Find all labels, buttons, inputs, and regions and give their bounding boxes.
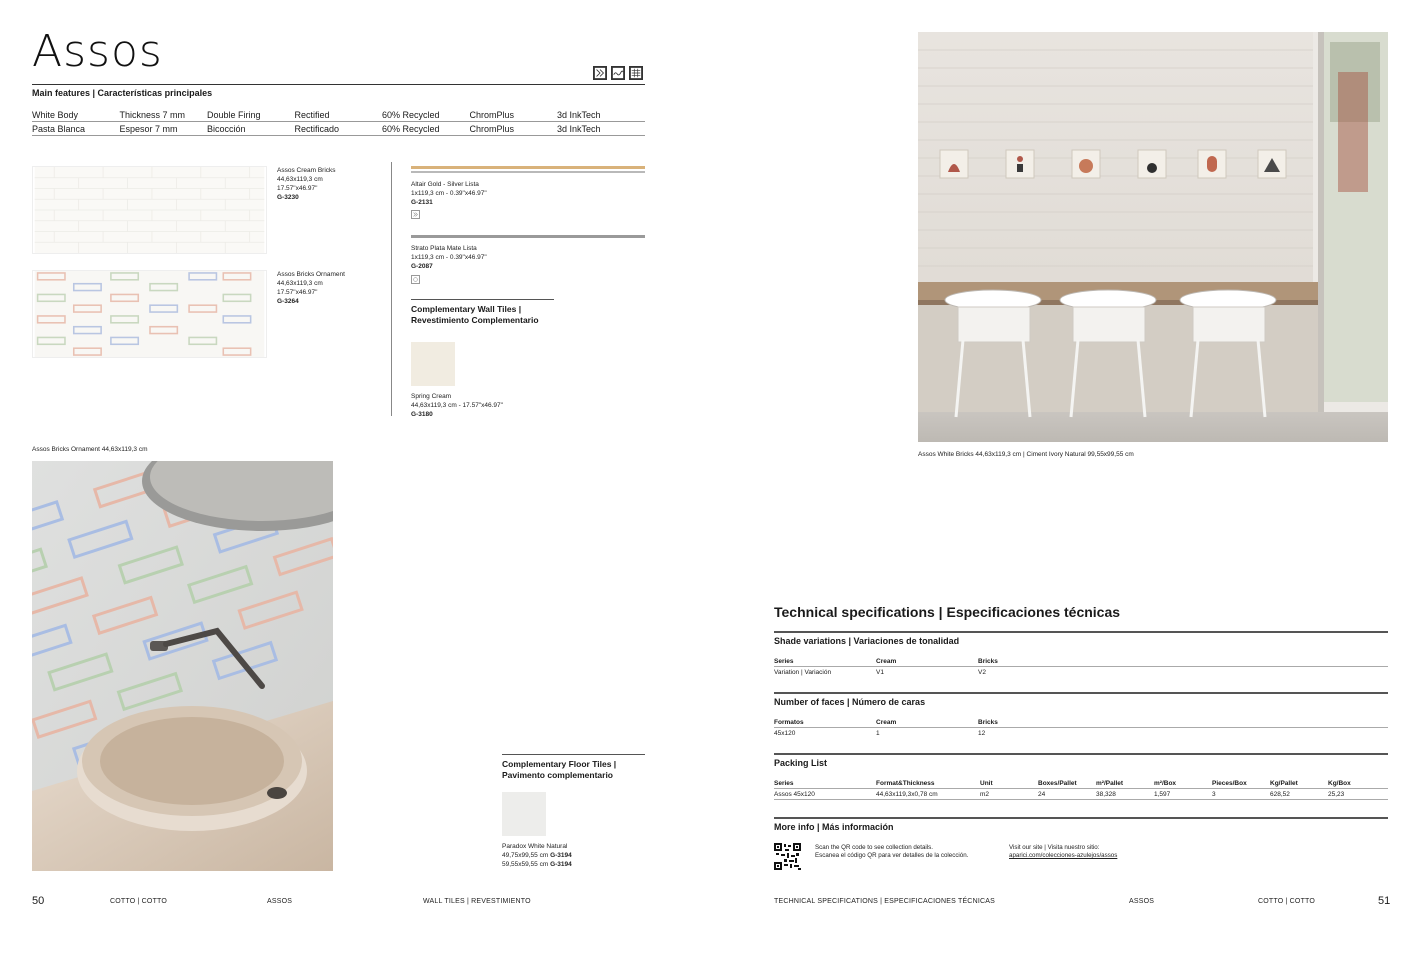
table-cell: 38,328 xyxy=(1096,790,1116,798)
more-info-title: More info | Más información xyxy=(774,822,894,832)
comp-floor-rule xyxy=(502,754,645,755)
table-cell: 1,597 xyxy=(1154,790,1171,798)
features-row-en xyxy=(32,108,645,122)
feature-cell: Rectificado xyxy=(294,123,340,134)
table-cell: 25,23 xyxy=(1328,790,1345,798)
cream-bricks-swatch xyxy=(32,166,267,254)
table-cell: m2 xyxy=(980,790,990,798)
table-cell: V2 xyxy=(978,669,986,676)
table-row xyxy=(774,728,1388,739)
tile-code: G-3264 xyxy=(277,298,299,305)
feature-cell: ChromPlus xyxy=(469,123,515,134)
comp-wall-info xyxy=(411,392,503,419)
table-cell: 45x120 xyxy=(774,730,796,737)
packing-table xyxy=(774,778,1388,800)
comp-wall-code: G-3180 xyxy=(411,411,433,418)
strato-lista-strip xyxy=(411,235,645,238)
table-row xyxy=(774,667,1388,678)
main-features-label: Main features | Características principales xyxy=(32,88,213,98)
table-header-cell: Pieces/Box xyxy=(1212,779,1247,787)
page-title: Assos xyxy=(32,26,163,77)
lista-size: 1x119,3 cm - 0.39"x46.97" xyxy=(411,190,487,197)
shade-table xyxy=(774,656,1388,678)
comp-floor-title-es: Pavimento complementario xyxy=(502,770,614,780)
comp-floor-code: G-3194 xyxy=(550,861,572,868)
tile-size: 44,63x119,3 cm xyxy=(277,280,323,287)
comp-floor-code: G-3194 xyxy=(550,852,572,859)
header-rule xyxy=(32,84,645,85)
table-header-cell: Unit xyxy=(980,779,993,787)
features-row-es xyxy=(32,122,645,136)
site-link[interactable]: aparici.com/colecciones-azulejos/assos xyxy=(1009,852,1118,859)
packing-title: Packing List xyxy=(774,758,828,768)
rectified-icon xyxy=(593,66,607,80)
tile-name: Assos Cream Bricks xyxy=(277,167,336,174)
qr-instructions xyxy=(815,844,968,860)
tile-name: Assos Bricks Ornament xyxy=(277,271,345,278)
lista-name: Strato Plata Mate Lista xyxy=(411,245,477,252)
lista-size: 1x119,3 cm - 0.39"x46.97" xyxy=(411,254,487,261)
bathroom-photo xyxy=(32,461,333,871)
shade-title: Shade variations | Variaciones de tonalidad xyxy=(774,636,960,646)
qr-code-icon[interactable] xyxy=(774,843,801,870)
comp-wall-size: 44,63x119,3 cm - 17.57"x46.97" xyxy=(411,402,503,409)
lista-code: G-2087 xyxy=(411,263,433,270)
site-label: Visit our site | Visita nuestro sitio: xyxy=(1009,844,1100,851)
bricks-ornament-swatch xyxy=(32,270,267,358)
table-header-cell: Boxes/Pallet xyxy=(1038,779,1077,787)
feature-cell: 60% Recycled xyxy=(382,109,440,120)
comp-floor-title-en: Complementary Floor Tiles | xyxy=(502,759,617,769)
table-row xyxy=(774,789,1388,800)
inktech-icon xyxy=(629,66,643,80)
altair-lista-gold-strip xyxy=(411,166,645,169)
comp-floor-size: 59,55x59,55 cm xyxy=(502,861,549,868)
feature-cell: 60% Recycled xyxy=(382,123,440,134)
comp-wall-rule xyxy=(411,299,554,300)
circle-finish-icon xyxy=(411,275,420,284)
table-cell: 3 xyxy=(1212,790,1216,798)
table-header-cell: Bricks xyxy=(978,718,998,726)
feature-cell: ChromPlus xyxy=(469,109,515,120)
tech-specs-title: Technical specifications | Especificaciones técnicas xyxy=(774,604,1121,620)
altair-lista-silver-strip xyxy=(411,171,645,173)
faces-rule xyxy=(774,692,1388,694)
footer-section-right: TECHNICAL SPECIFICATIONS | ESPECIFICACIONES TÉCNICAS xyxy=(774,898,995,905)
paradox-white-swatch xyxy=(502,792,546,836)
feature-cell: Pasta Blanca xyxy=(32,123,86,134)
footer-section-left: WALL TILES | REVESTIMIENTO xyxy=(423,898,531,905)
site-info xyxy=(1009,844,1117,860)
feature-cell: White Body xyxy=(32,109,79,120)
lista-name: Altair Gold - Silver Lista xyxy=(411,181,479,188)
column-divider xyxy=(391,162,392,416)
table-header-cell: Series xyxy=(774,779,794,787)
restaurant-photo xyxy=(918,32,1388,442)
comp-wall-title xyxy=(411,304,539,326)
tile-info-ornament xyxy=(277,270,345,306)
faces-title: Number of faces | Número de caras xyxy=(774,697,926,707)
spring-cream-swatch xyxy=(411,342,455,386)
shade-rule xyxy=(774,631,1388,633)
table-cell: 24 xyxy=(1038,790,1046,798)
comp-wall-title-es: Revestimiento Complementario xyxy=(411,315,539,325)
table-header-row xyxy=(774,717,1388,728)
comp-floor-size: 49,75x99,55 cm xyxy=(502,852,549,859)
table-header-cell: m²/Box xyxy=(1154,779,1177,787)
page-number-right: 51 xyxy=(1378,895,1391,907)
table-header-cell: Kg/Box xyxy=(1328,779,1351,787)
table-header-row xyxy=(774,656,1388,667)
tile-size-inch: 17.57"x46.97" xyxy=(277,185,318,192)
tile-code: G-3230 xyxy=(277,194,299,201)
bathroom-caption: Assos Bricks Ornament 44,63x119,3 cm xyxy=(32,446,148,453)
table-cell: 628,52 xyxy=(1270,790,1290,798)
comp-wall-title-en: Complementary Wall Tiles | xyxy=(411,304,522,314)
feature-cell: 3d InkTech xyxy=(557,109,601,120)
table-cell: 1 xyxy=(876,730,880,737)
feature-cell: Thickness 7 mm xyxy=(119,109,186,120)
faces-table xyxy=(774,717,1388,739)
packing-rule xyxy=(774,753,1388,755)
table-header-cell: Kg/Pallet xyxy=(1270,779,1298,787)
table-cell: Assos 45x120 xyxy=(774,790,815,798)
table-header-row xyxy=(774,778,1388,789)
page-number-left: 50 xyxy=(32,895,45,907)
rectified-icon xyxy=(411,210,420,219)
tile-info-cream xyxy=(277,166,336,202)
lista-info-altair xyxy=(411,180,487,207)
table-cell: V1 xyxy=(876,669,884,676)
more-info-rule xyxy=(774,817,1388,819)
footer-brand-left: COTTO | COTTO xyxy=(110,898,168,905)
feature-cell: Bicocción xyxy=(207,123,246,134)
wave-icon xyxy=(611,66,625,80)
table-cell: 44,63x119,3x0,78 cm xyxy=(876,790,938,798)
comp-floor-info xyxy=(502,842,572,869)
table-header-cell: Cream xyxy=(876,718,897,726)
feature-cell: 3d InkTech xyxy=(557,123,601,134)
comp-wall-name: Spring Cream xyxy=(411,393,452,400)
table-header-cell: Formatos xyxy=(774,718,804,726)
table-header-cell: m²/Pallet xyxy=(1096,779,1124,787)
qr-instruction-en: Scan the QR code to see collection details. xyxy=(815,844,933,851)
tile-size-inch: 17.57"x46.97" xyxy=(277,289,318,296)
table-cell: 12 xyxy=(978,730,986,737)
footer-series-left: ASSOS xyxy=(267,898,293,905)
qr-instruction-es: Escanea el código QR para ver detalles de la colección. xyxy=(815,852,969,859)
footer-brand-right: COTTO | COTTO xyxy=(1258,898,1316,905)
restaurant-caption: Assos White Bricks 44,63x119,3 cm | Ciment Ivory Natural 99,55x99,55 cm xyxy=(918,451,1134,458)
comp-floor-name: Paradox White Natural xyxy=(502,843,568,850)
lista-info-strato xyxy=(411,244,487,271)
tile-size: 44,63x119,3 cm xyxy=(277,176,323,183)
feature-cell: Double Firing xyxy=(207,109,261,120)
feature-cell: Espesor 7 mm xyxy=(119,123,178,134)
feature-cell: Rectified xyxy=(294,109,330,120)
feature-icons xyxy=(593,66,643,80)
comp-floor-title xyxy=(502,759,616,781)
lista-code: G-2131 xyxy=(411,199,433,206)
main-features-table xyxy=(32,108,645,136)
footer-series-right: ASSOS xyxy=(1129,898,1155,905)
table-header-cell: Bricks xyxy=(978,657,998,665)
table-cell: Variation | Variación xyxy=(774,669,832,676)
table-header-cell: Series xyxy=(774,657,794,665)
table-header-cell: Cream xyxy=(876,657,897,665)
table-header-cell: Format&Thickness xyxy=(876,779,935,787)
